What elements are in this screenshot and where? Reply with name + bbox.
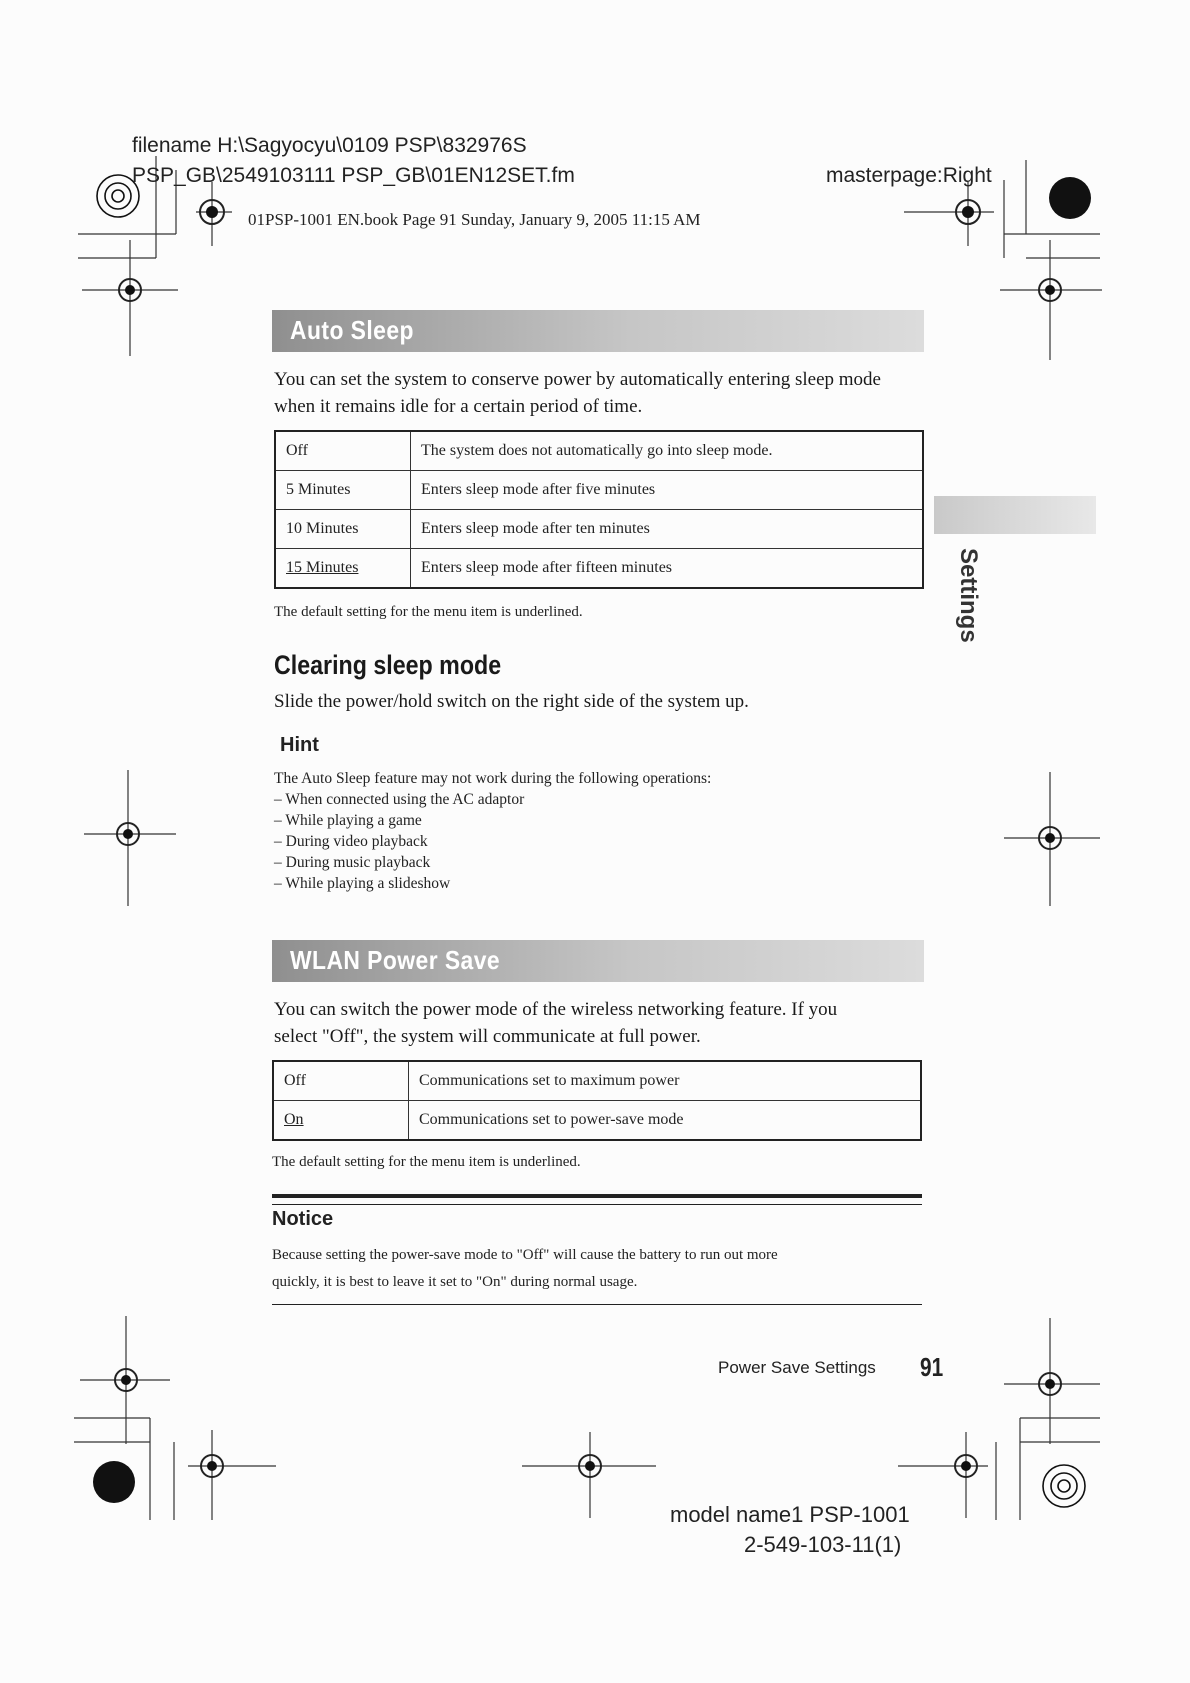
auto-sleep-title-bar (272, 310, 924, 352)
model-code-line: 2-549-103-11(1) (744, 1532, 902, 1557)
hint-list (274, 789, 711, 894)
auto-sleep-intro-line-1: You can set the system to conserve power by automatically entering sleep mode (274, 369, 881, 390)
auto-sleep-default-note: The default setting for the menu item is underlined. (274, 604, 583, 620)
hint-intro: The Auto Sleep feature may not work during the following operations: (274, 770, 712, 787)
option-description: The system does not automatically go into sleep mode. (411, 431, 924, 471)
table-row (273, 1061, 921, 1101)
clearing-sleep-text: Slide the power/hold switch on the right side of the system up. (274, 691, 749, 712)
table-row (275, 510, 923, 549)
filename-line-1: filename H:\Sagyocyu\0109 PSP\832976S (132, 134, 527, 157)
notice-heading: Notice (272, 1208, 334, 1230)
option-key-default: On (273, 1101, 409, 1141)
model-name-line: model name1 PSP-1001 (670, 1502, 910, 1527)
wlan-default-note: The default setting for the menu item is underlined. (272, 1154, 581, 1170)
option-description: Enters sleep mode after ten minutes (411, 510, 924, 549)
auto-sleep-intro (274, 366, 954, 420)
table-row (275, 431, 923, 471)
section-tab-marker (934, 496, 1096, 534)
settings-side-label: Settings (955, 548, 982, 643)
wlan-intro (274, 996, 954, 1050)
option-key: Off (275, 431, 411, 471)
filename-line-2: PSP_GB\2549103111 PSP_GB\01EN12SET.fm (132, 164, 575, 187)
notice-line-2: quickly, it is best to leave it set to "On" during normal usage. (272, 1274, 638, 1290)
option-description: Communications set to power-save mode (409, 1101, 922, 1141)
option-description: Enters sleep mode after fifteen minutes (411, 549, 924, 589)
list-item: – When connected using the AC adaptor (274, 791, 525, 808)
auto-sleep-title: Auto Sleep (290, 315, 414, 345)
table-row (275, 471, 923, 510)
option-key: Off (273, 1061, 409, 1101)
book-info-line: 01PSP-1001 EN.book Page 91 Sunday, January 9, 2005 11:15 AM (248, 210, 701, 229)
hint-block (274, 768, 711, 894)
notice-top-rule-thick (272, 1194, 922, 1198)
page-number: 91 (920, 1352, 944, 1382)
auto-sleep-intro-line-2: when it remains idle for a certain period of time. (274, 396, 643, 417)
notice-line-1: Because setting the power-save mode to "Off" will cause the battery to run out more (272, 1247, 778, 1263)
list-item: – While playing a game (274, 812, 422, 829)
option-key-default: 15 Minutes (275, 549, 411, 589)
option-key: 5 Minutes (275, 471, 411, 510)
footer-section-label: Power Save Settings (718, 1358, 876, 1377)
settings-side-tab (954, 548, 984, 658)
option-description: Communications set to maximum power (409, 1061, 922, 1101)
notice-text (272, 1242, 778, 1296)
wlan-intro-line-1: You can switch the power mode of the wireless networking feature. If you (274, 999, 838, 1020)
list-item: – During video playback (274, 833, 428, 850)
clearing-sleep-heading: Clearing sleep mode (274, 650, 502, 680)
option-description: Enters sleep mode after five minutes (411, 471, 924, 510)
auto-sleep-options-table (274, 430, 924, 589)
table-row-default (273, 1101, 921, 1141)
list-item: – While playing a slideshow (274, 875, 451, 892)
hint-heading: Hint (280, 734, 319, 756)
wlan-options-table (272, 1060, 922, 1141)
wlan-title-bar (272, 940, 924, 982)
masterpage-label: masterpage:Right (826, 164, 992, 187)
notice-bottom-rule (272, 1304, 922, 1305)
wlan-intro-line-2: select "Off", the system will communicate at full power. (274, 1026, 701, 1047)
table-row-default (275, 549, 923, 589)
list-item: – During music playback (274, 854, 431, 871)
notice-top-rule-thin (272, 1204, 922, 1205)
option-key: 10 Minutes (275, 510, 411, 549)
wlan-title: WLAN Power Save (290, 945, 501, 975)
